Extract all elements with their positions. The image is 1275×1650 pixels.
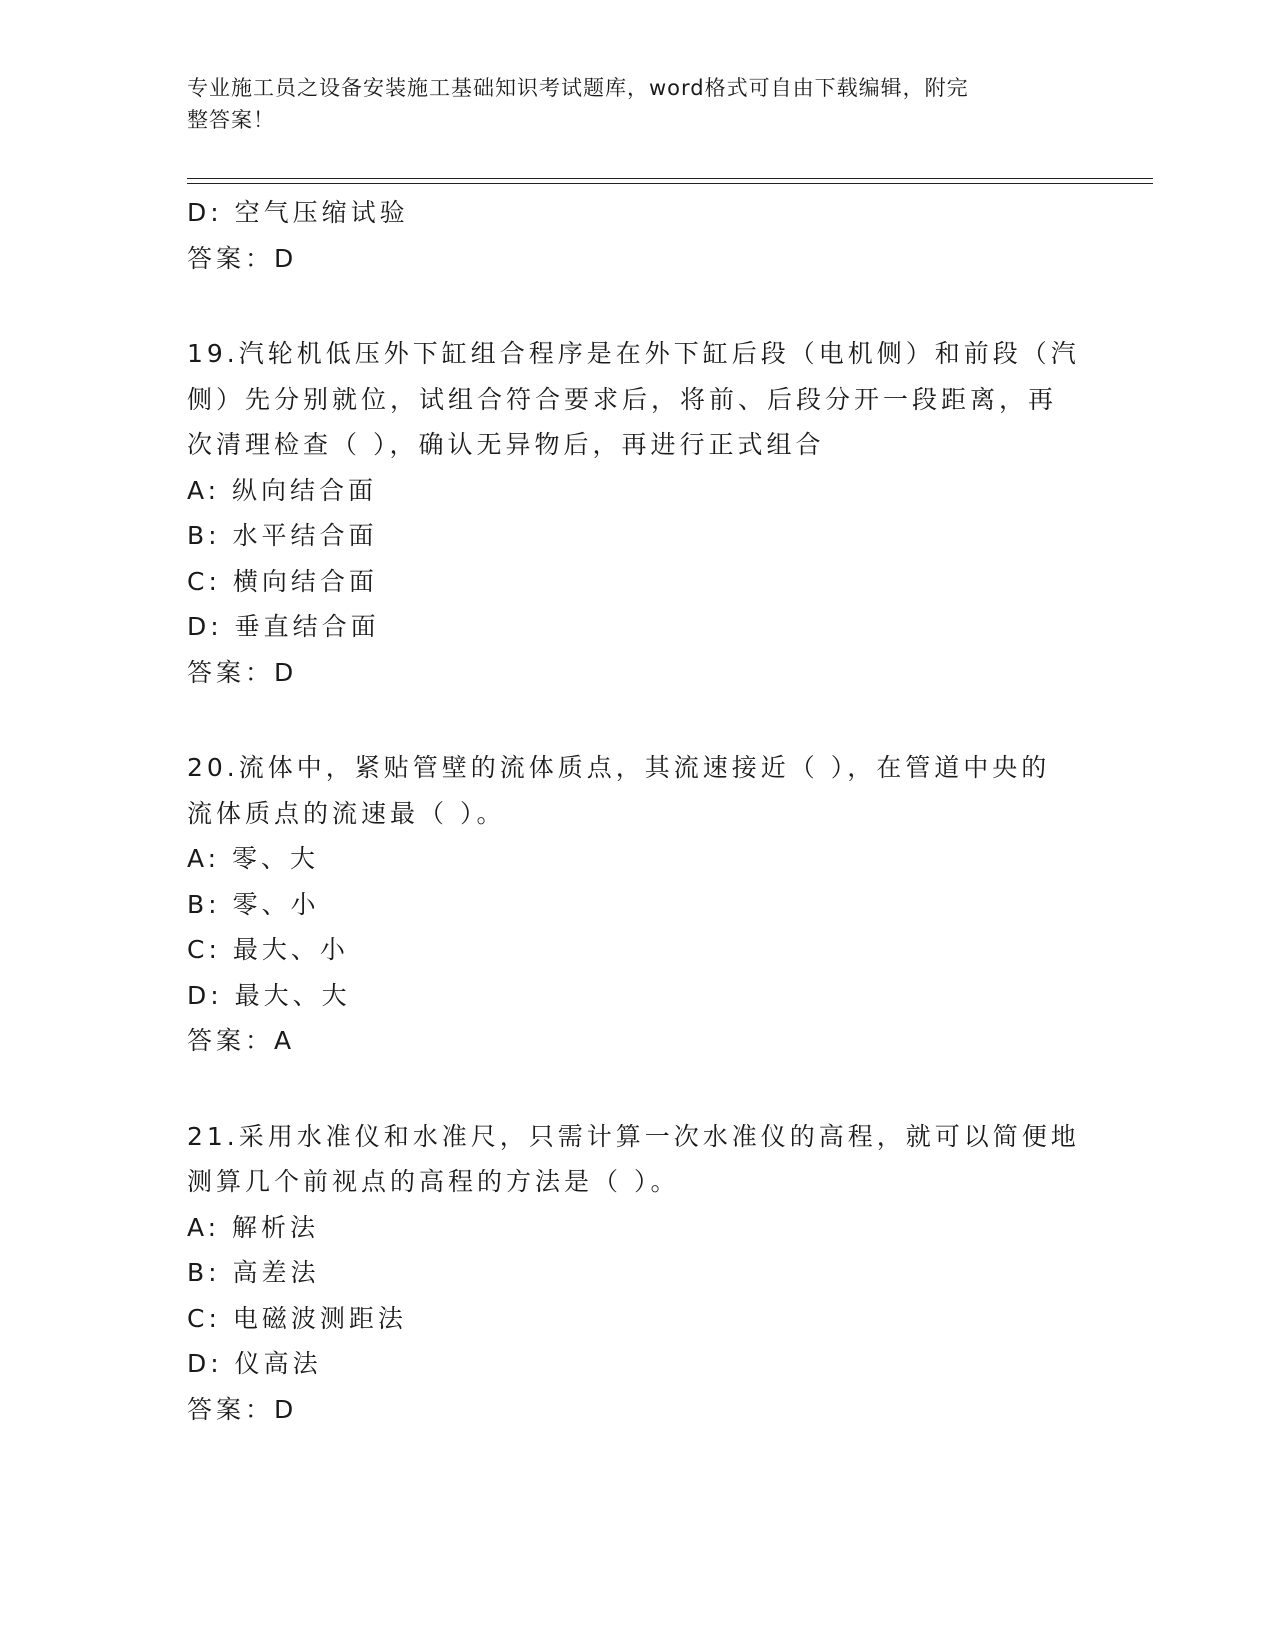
option-d: D: 仪高法: [187, 1349, 322, 1378]
option-d: D: 空气压缩试验: [187, 198, 409, 227]
option-d: D: 最大、大: [187, 980, 351, 1010]
header-divider-top: [187, 178, 1153, 179]
question-stem-line: 20.流体中，紧贴管壁的流体质点，其流速接近（ ），在管道中央的: [187, 753, 1051, 782]
answer-line: 答案：D: [187, 1394, 298, 1424]
option-c: C: 横向结合面: [187, 566, 378, 596]
option-d: D: 垂直结合面: [187, 612, 380, 641]
question-stem-line: 侧）先分别就位，试组合符合要求后，将前、后段分开一段距离，再: [187, 384, 1058, 414]
previous-question-tail: [187, 190, 1087, 281]
option-c: C: 最大、小: [187, 935, 349, 964]
question-list: [187, 190, 1087, 1432]
question-stem-line: 测算几个前视点的高程的方法是（ ）。: [187, 1167, 680, 1196]
answer-line: 答案：A: [187, 1026, 296, 1055]
answer-line: 答案：D: [187, 243, 298, 273]
option-b: B: 高差法: [187, 1258, 320, 1287]
question-stem-line: 流体质点的流速最（ ）。: [187, 798, 506, 828]
question-21: [187, 1114, 1087, 1433]
option-a: A: 零、大: [187, 844, 320, 873]
header-title-line-2: 整答案！: [187, 108, 275, 132]
question-stem-line: 21.采用水准仪和水准尺，只需计算一次水准仪的高程，就可以简便地: [187, 1121, 1080, 1151]
question-stem-line: 次清理检查（ ），确认无异物后，再进行正式组合: [187, 430, 825, 459]
answer-line: 答案：D: [187, 657, 298, 687]
question-19: [187, 331, 1087, 695]
option-b: B: 零、小: [187, 889, 320, 919]
question-20: [187, 745, 1087, 1064]
option-c: C: 电磁波测距法: [187, 1303, 407, 1333]
option-b: B: 水平结合面: [187, 521, 378, 550]
document-header: [187, 72, 1067, 136]
option-a: A: 纵向结合面: [187, 475, 378, 505]
option-a: A: 解析法: [187, 1212, 320, 1242]
header-divider-bottom: [187, 183, 1153, 184]
question-stem-line: 19.汽轮机低压外下缸组合程序是在外下缸后段（电机侧）和前段（汽: [187, 339, 1080, 368]
header-title-line-1: 专业施工员之设备安装施工基础知识考试题库，word格式可自由下载编辑，附完: [187, 76, 969, 100]
